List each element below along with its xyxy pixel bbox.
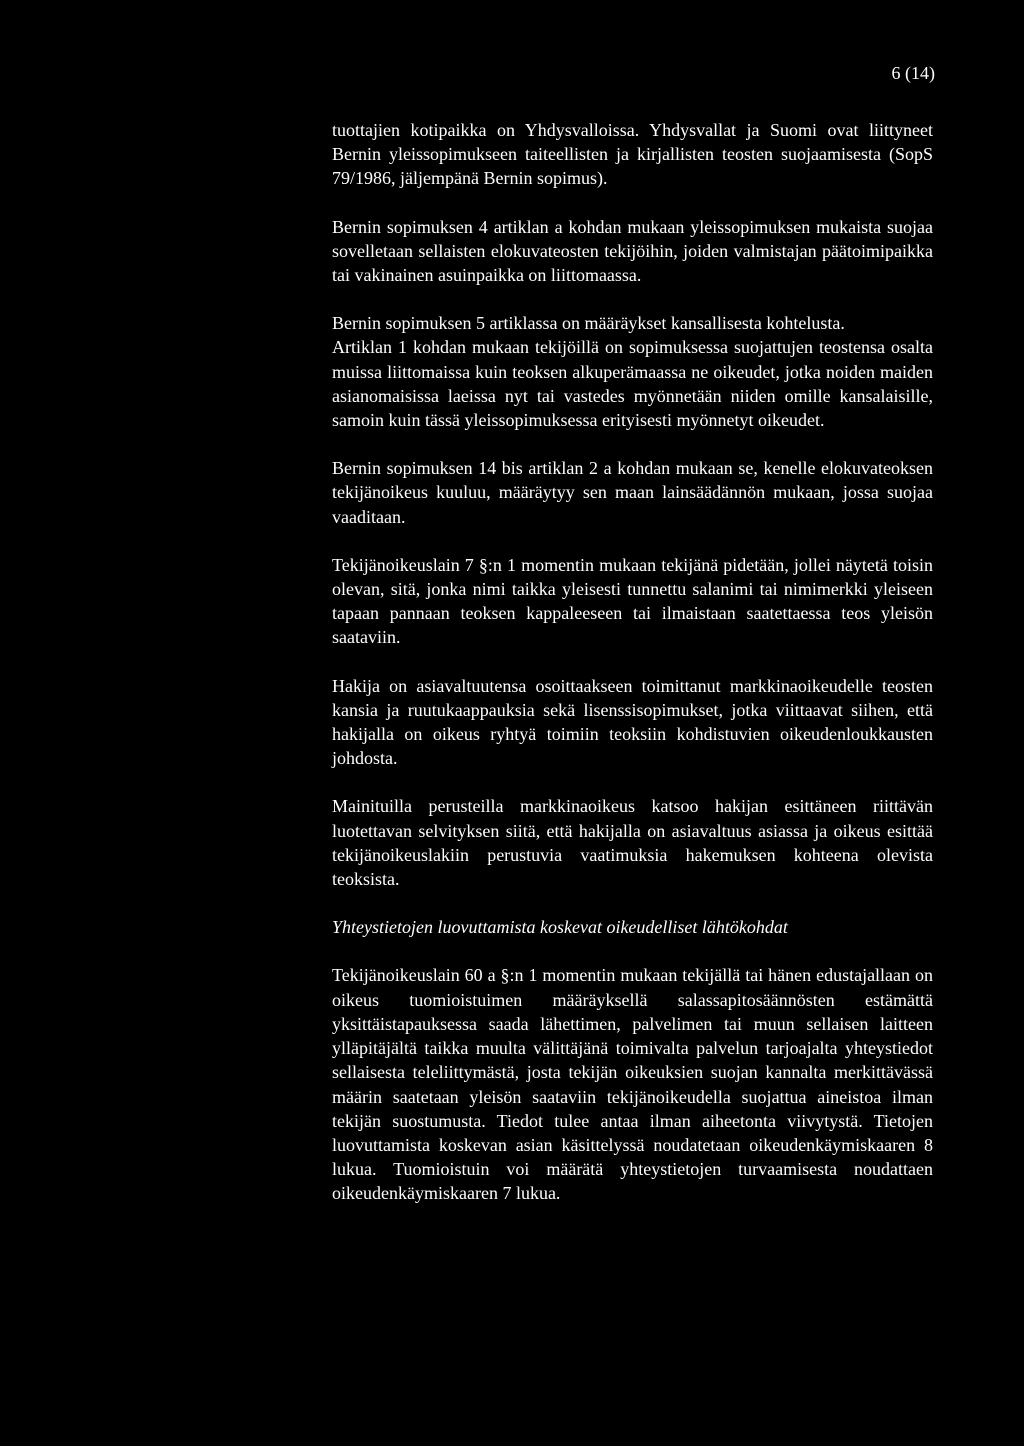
paragraph-berne-article-14bis: Bernin sopimuksen 14 bis artiklan 2 a kohdan mukaan se, kenelle elokuvateoksen tekijänoikeus kuuluu, määräytyy sen maan lainsäädännön mukaan, jossa suojaa vaaditaan. [332, 458, 933, 527]
paragraph-berne-article-5: Bernin sopimuksen 5 artiklassa on määräykset kansallisesta kohtelusta. [332, 313, 845, 334]
paragraph-berne-article-4: Bernin sopimuksen 4 artiklan a kohdan mukaan yleissopimuksen mukaista suojaa sovelletaan sellaisten elokuvateosten tekijöihin, joiden valmistajan päätoimipaikka tai vakinainen asuinpaikka on liittomaassa. [332, 216, 933, 286]
document-body [332, 118, 933, 1230]
paragraph-article-1-rights: Artiklan 1 kohdan mukaan tekijöillä on sopimuksessa suojattujen teostensa osalta muissa liittomaissa kuin teoksen alkuperämaassa ne oikeudet, jotka noiden maiden asianomaisissa laeissa nyt tai vastedes myönnetään niiden omille kansalaisille, samoin kuin tässä yleissopimuksessa erityisesti myönnetyt oikeudet. [332, 337, 933, 431]
section-heading: Yhteystietojen luovuttamista koskevat oikeudelliset lähtökohdat [332, 917, 788, 938]
page-number: 6 (14) [891, 63, 935, 83]
paragraph-us-origin: tuottajien kotipaikka on Yhdysvalloissa. Yhdysvallat ja Suomi ovat liittyneet Bernin yleissopimukseen taiteellisten ja kirjallisten teosten suojaamisesta (SopS 79/1986, jäljempänä Bernin sopimus). [332, 120, 933, 189]
paragraph-applicant-evidence: Hakija on asiavaltuutensa osoittaakseen toimittanut markkinaoikeudelle teosten kansia ja ruutukaappauksia sekä lisenssisopimukset, jotka viittaavat siihen, että hakijalla on oikeus ryhtyä toimiin teoksiin kohdistuvien oikeudenloukkausten johdosta. [332, 675, 933, 769]
paragraph-court-conclusion: Mainituilla perusteilla markkinaoikeus katsoo hakijan esittäneen riittävän luotettavan selvityksen siitä, että hakijalla on asiavaltuus asiassa ja oikeus esittää tekijänoikeuslakiin perustuvia vaatimuksia hakemuksen kohteena olevista teoksista. [332, 796, 933, 890]
paragraph-copyright-act-60a: Tekijänoikeuslain 60 a §:n 1 momentin mukaan tekijällä tai hänen edustajallaan on oikeus tuomioistuimen määräyksellä salassapitosäännösten estämättä yksittäistapauksessa saada lähettimen, palvelimen tai muun sellaisen laitteen ylläpitäjältä taikka muulta välittäjänä toimivalta palvelun tarjoajalta yhteystiedot sellaisesta teleliittymästä, josta tekijän oikeuksien suojan kannalta merkittävässä määrin saatetaan yleisön saataviin tekijänoikeudella suojattua aineistoa ilman tekijän suostumusta. Tiedot tulee antaa ilman aiheetonta viivytystä. Tietojen luovuttamista koskevan asian käsittelyssä noudatetaan oikeudenkäymiskaaren 8 lukua. Tuomioistuin voi määrätä yhteystietojen turvaamisesta noudattaen oikeudenkäymiskaaren 7 lukua. [332, 965, 933, 1204]
paragraph-copyright-act-7: Tekijänoikeuslain 7 §:n 1 momentin mukaan tekijänä pidetään, jollei näytetä toisin olevan, sitä, jonka nimi taikka yleisesti tunnettu salanimi tai nimimerkki yleiseen tapaan pannaan teoksen kappaleeseen tai ilmaistaan saatettaessa teos yleisön saataviin. [332, 554, 933, 648]
